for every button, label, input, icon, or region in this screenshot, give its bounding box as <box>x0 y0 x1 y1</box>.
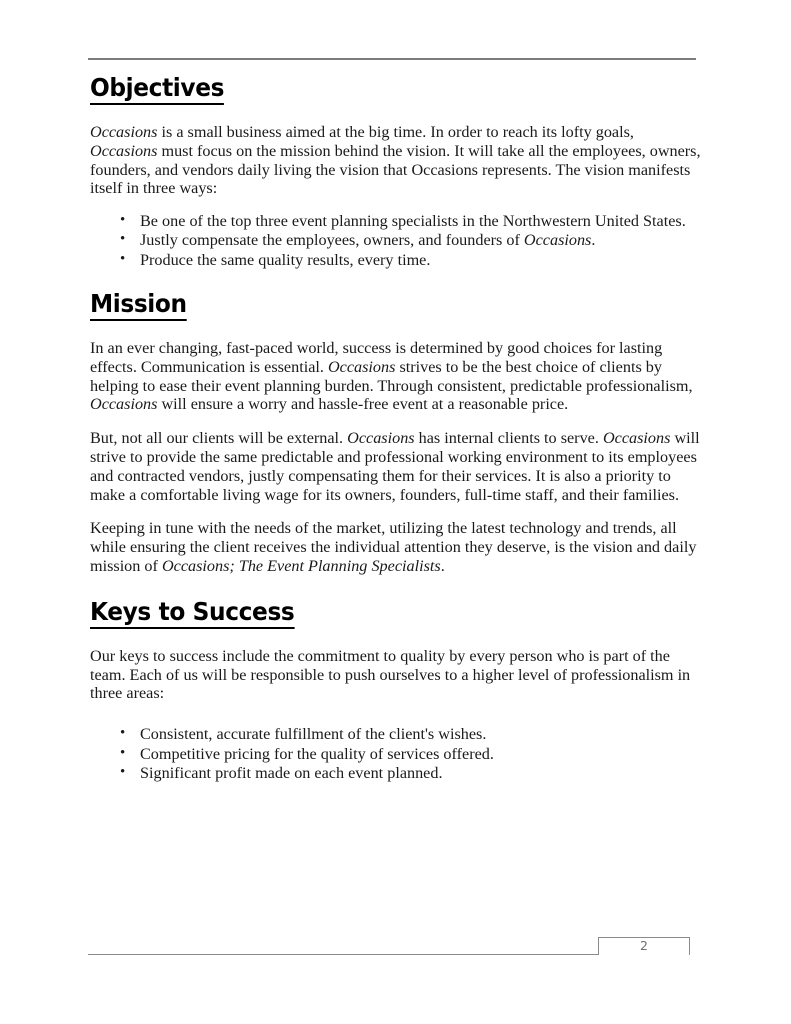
paragraph-mission-3: Keeping in tune with the needs of the market, utilizing the latest technology and trends, all while ensuring the client receives the individual attention they deserve, is the vision and daily mission of Occasions; The Event Planning Specialists. <box>90 519 697 576</box>
paragraph-mission-2: But, not all our clients will be external. Occasions has internal clients to serve. Occasions will strive to provide the same predictable and professional working environment to its employees and contracted vendors, justly compensating them for their services. It is also a priority to make a comfortable living wage for its owners, founders, full-time staff, and their families. <box>90 429 700 504</box>
list-item: • Justly compensate the employees, owners, and founders of Occasions. <box>90 231 702 250</box>
header-divider <box>88 58 696 60</box>
list-item: • Consistent, accurate fulfillment of the client's wishes. <box>90 725 702 744</box>
paragraph-keys-intro: Our keys to success include the commitment to quality by every person who is part of the team. Each of us will be responsible to push ourselves to a higher level of professionalism in three areas: <box>90 646 691 703</box>
section-mission <box>90 290 702 321</box>
section-objectives <box>90 74 702 105</box>
paragraph-mission-1: In an ever changing, fast-paced world, success is determined by good choices for lasting effects. Communication is essential. Occasions strives to be the best choice of clients by helping to ease their event planning burden. Through consistent, predictable professionalism, Occasions will ensure a worry and hassle-free event at a reasonable price. <box>90 339 693 414</box>
list-item: • Significant profit made on each event planned. <box>90 764 702 783</box>
heading-objectives: Objectives <box>90 74 224 105</box>
list-item: • Be one of the top three event planning specialists in the Northwestern United States. <box>90 212 702 231</box>
objectives-bullet-list <box>90 212 702 270</box>
section-keys-to-success <box>90 598 702 629</box>
footer-divider <box>88 954 598 955</box>
list-item: • Produce the same quality results, every time. <box>90 251 702 270</box>
keys-bullet-list <box>90 725 702 783</box>
heading-keys-to-success: Keys to Success <box>90 598 294 629</box>
page-number: 2 <box>640 938 648 953</box>
heading-mission: Mission <box>90 290 187 321</box>
paragraph-objectives-intro: Occasions is a small business aimed at the big time. In order to reach its lofty goals, Occasions must focus on the mission behind the vision. It will take all the employees, owners, founders, and vendors daily living the vision that Occasions represents. The vision manifests itself in three ways: <box>90 123 701 198</box>
list-item: • Competitive pricing for the quality of services offered. <box>90 745 702 764</box>
document-body <box>90 74 702 783</box>
page-number-box <box>598 937 690 955</box>
